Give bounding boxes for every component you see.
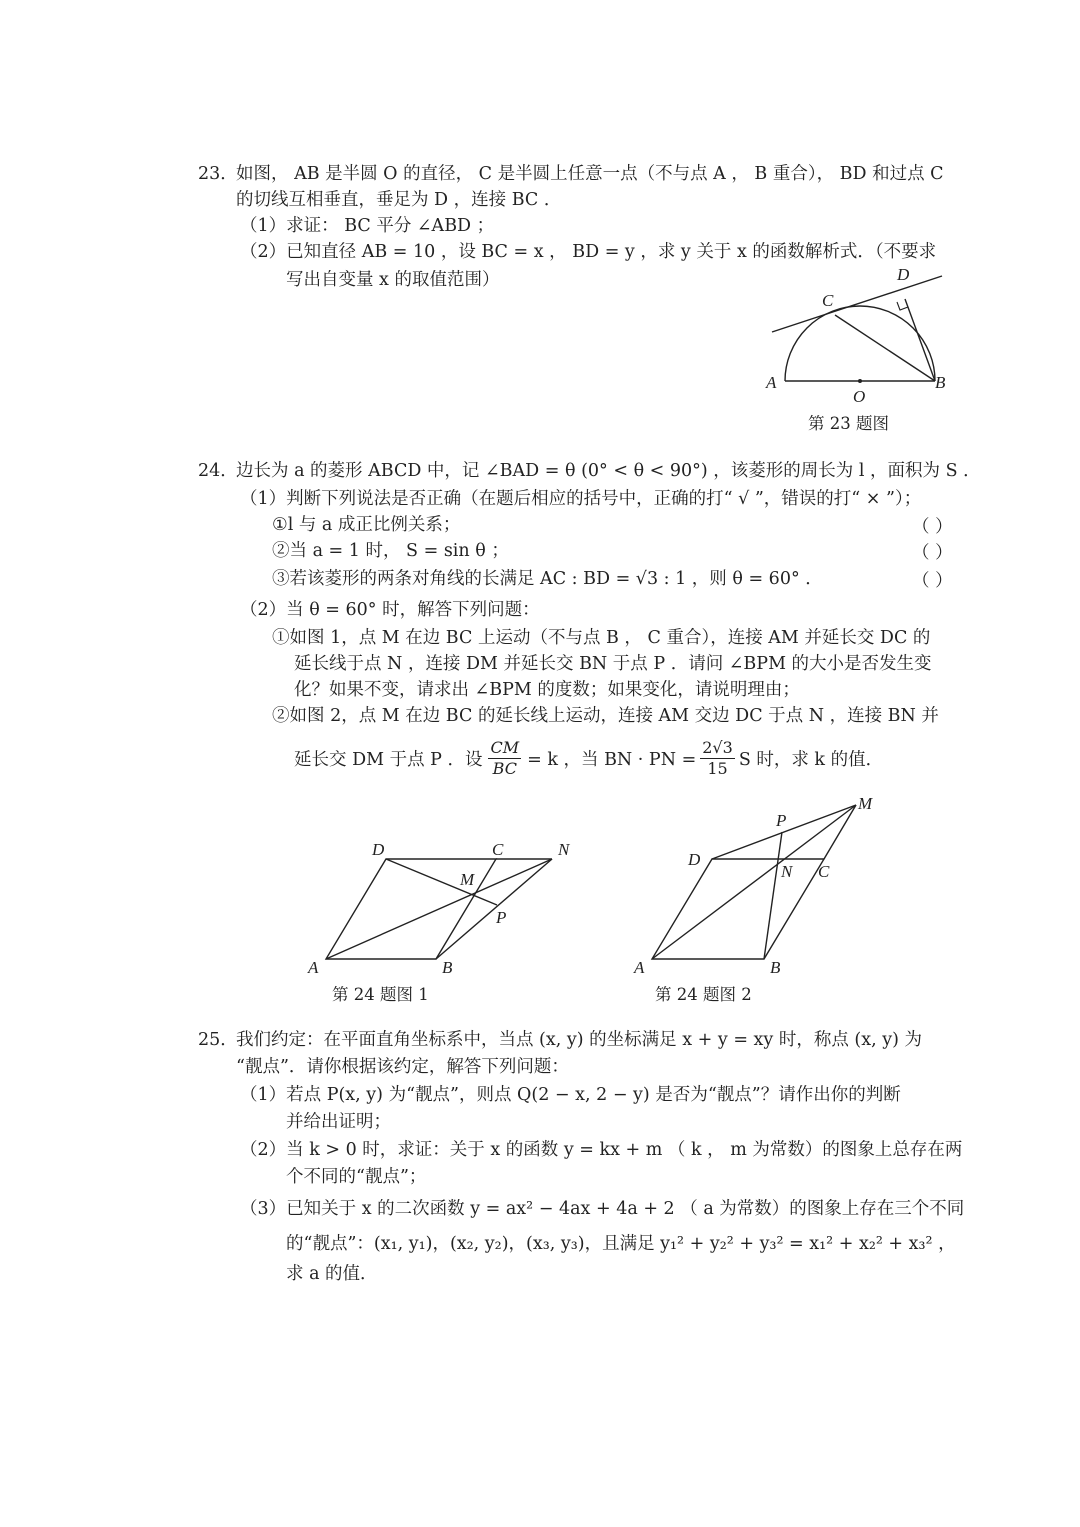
q25-part-2: （2）当 k > 0 时，求证：关于 x 的函数 y = kx + m （ k ， m 为常数）的图象上总存在两 xyxy=(240,1140,963,1160)
label-N-1: N xyxy=(558,840,570,859)
q25-number: 25． xyxy=(198,1030,238,1050)
segment-CM-2 xyxy=(824,805,856,859)
q23-figure xyxy=(760,262,960,410)
fraction-cm-bc-denominator: BC xyxy=(492,758,517,778)
segment-AM-2 xyxy=(652,805,856,959)
label-C-1: C xyxy=(492,840,504,859)
segment-BN-1 xyxy=(436,859,552,959)
q24-part-2-sub1-c: 化？如果不变，请求出 ∠BPM 的度数；如果变化，请说明理由； xyxy=(294,680,800,700)
label-O: O xyxy=(853,387,866,406)
fraction-2root3-15 xyxy=(700,738,735,779)
label-P-1: P xyxy=(496,908,507,927)
segment-CB xyxy=(835,315,935,381)
q24-figure-2 xyxy=(630,795,890,980)
q24-line-1: 边长为 a 的菱形 ABCD 中，记 ∠BAD = θ (0° < θ < 90°) ，该菱形的周长为 l ，面积为 S ． xyxy=(236,461,981,481)
q24-part-1: （1）判断下列说法是否正确（在题后相应的括号中，正确的打“ √ ”，错误的打“ × ”）； xyxy=(240,489,922,509)
q24-figure-1-caption: 第 24 题图 1 xyxy=(332,985,429,1004)
rhombus-ABCD-2 xyxy=(652,859,824,959)
label-B: B xyxy=(935,373,946,392)
q23-part-2: （2）已知直径 AB = 10 ，设 BC = x ， BD = y ，求 y 关于 x 的函数解析式．（不要求 xyxy=(240,242,937,262)
label-C: C xyxy=(822,291,834,310)
fraction-cm-bc-numerator: CM xyxy=(490,737,520,757)
q23-line-1: 如图， AB 是半圆 O 的直径， C 是半圆上任意一点（不与点 A ， B 重合）， BD 和过点 C xyxy=(236,164,944,184)
semicircle xyxy=(785,306,935,381)
segment-BD xyxy=(905,299,935,381)
q24-part-2-sub1-b: 延长线于点 N ，连接 DM 并延长交 BN 于点 P ．请问 ∠BPM 的大小是否发生变 xyxy=(294,654,932,674)
fraction-2root3-15-denominator: 15 xyxy=(707,758,728,778)
q24-part-2-sub1-a: ①如图 1，点 M 在边 BC 上运动（不与点 B ， C 重合），连接 AM 并延长交 DC 的 xyxy=(272,628,931,648)
label-P-2: P xyxy=(776,811,787,830)
label-N-2: N xyxy=(781,862,793,881)
fraction-2root3-15-numerator: 2√3 xyxy=(702,737,733,757)
q23-figure-caption: 第 23 题图 xyxy=(808,414,889,433)
q24-statement-1: ①l 与 a 成正比例关系； xyxy=(272,515,461,535)
q25-part-1: （1）若点 P(x, y) 为“靓点”，则点 Q(2 − x, 2 − y) 是否为“靓点”？请作出你的判断 xyxy=(240,1085,901,1105)
tangent-line xyxy=(772,276,942,332)
sub2-b-text-post: S 时，求 k 的值． xyxy=(738,749,884,770)
label-B-1: B xyxy=(442,958,453,977)
segment-DP-1 xyxy=(386,859,497,905)
label-C-2: C xyxy=(818,862,830,881)
q24-figure-2-caption: 第 24 题图 2 xyxy=(655,985,752,1004)
q24-statement-2: ②当 a = 1 时， S = sin θ ； xyxy=(272,541,509,561)
q23-line-2: 的切线互相垂直，垂足为 D ，连接 BC ． xyxy=(236,190,562,210)
label-D: D xyxy=(897,265,910,284)
q25-part-3-cont: 的“靓点”：(x₁, y₁)，(x₂, y₂)，(x₃, y₃)，且满足 y₁² + y₂² + y₃² = x₁² + x₂² + x₃² ， xyxy=(286,1234,956,1254)
q23-part-1: （1）求证： BC 平分 ∠ABD ； xyxy=(240,216,495,236)
sub2-b-text-mid: = k ，当 BN · PN = xyxy=(527,749,697,770)
q25-part-2-cont: 个不同的“靓点”； xyxy=(286,1167,427,1187)
q23-part-2-cont: 写出自变量 x 的取值范围） xyxy=(286,270,500,290)
q24-statement-3: ③若该菱形的两条对角线的长满足 AC : BD = √3 : 1 ，则 θ = 60° ． xyxy=(272,569,823,589)
q25-part-3: （3）已知关于 x 的二次函数 y = ax² − 4ax + 4a + 2 （ a 为常数）的图象上存在三个不同 xyxy=(240,1199,965,1219)
label-A: A xyxy=(766,373,777,392)
q24-number: 24． xyxy=(198,461,238,481)
label-A-2: A xyxy=(634,958,645,977)
label-A-1: A xyxy=(308,958,319,977)
label-B-2: B xyxy=(770,958,781,977)
q25-line-2: “靓点”．请你根据该约定，解答下列问题： xyxy=(236,1057,569,1077)
q25-line-1: 我们约定：在平面直角坐标系中，当点 (x, y) 的坐标满足 x + y = xy 时，称点 (x, y) 为 xyxy=(236,1030,923,1050)
q25-part-3-end: 求 a 的值． xyxy=(286,1264,378,1284)
q24-part-2-sub2-a: ②如图 2，点 M 在边 BC 的延长线上运动，连接 AM 交边 DC 于点 N ，连接 BN 并 xyxy=(272,706,939,726)
fraction-cm-bc xyxy=(488,738,521,779)
q24-part-2-sub2-b xyxy=(294,733,883,783)
sub2-b-text-pre: 延长交 DM 于点 P ．设 xyxy=(294,749,483,770)
label-M-2: M xyxy=(858,795,873,813)
q24-part-2: （2）当 θ = 60° 时，解答下列问题： xyxy=(240,600,540,620)
label-D-2: D xyxy=(688,850,701,869)
label-D-1: D xyxy=(372,840,385,859)
q24-figure-1 xyxy=(300,835,590,980)
point-O xyxy=(858,379,862,383)
label-M-1: M xyxy=(460,870,475,889)
q23-number: 23． xyxy=(198,164,238,184)
q25-part-1-cont: 并给出证明； xyxy=(286,1112,391,1132)
segment-AN-1 xyxy=(326,859,552,959)
segment-BP-2 xyxy=(764,832,782,959)
q24-answer-paren-3: （ ） xyxy=(912,571,953,591)
q24-answer-paren-1: （ ） xyxy=(912,517,953,537)
q24-answer-paren-2: （ ） xyxy=(912,543,953,563)
